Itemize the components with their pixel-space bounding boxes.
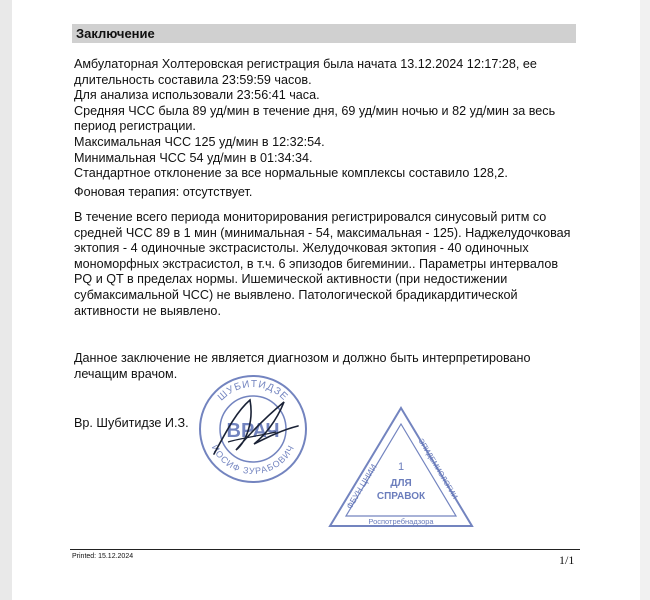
stamp-center-text: ВРАЧ	[226, 420, 280, 442]
findings-line: средней ЧСС 89 в 1 мин (минимальная - 54, максимальная - 125). Наджелудочковая	[74, 225, 571, 240]
summary-line: Амбулаторная Холтеровская регистрация была начата 13.12.2024 12:17:28, ее	[74, 57, 537, 71]
background-therapy-block	[74, 185, 594, 201]
summary-line: Средняя ЧСС была 89 уд/мин в течение дня, 69 уд/мин ночью и 82 уд/мин за весь	[74, 103, 556, 118]
summary-line: Минимальная ЧСС 54 уд/мин в 01:34:34.	[74, 150, 313, 165]
doctor-name: Вр. Шубитидзе И.З.	[74, 416, 189, 430]
findings-line: субмаксимальной ЧСС) не выявлено. Патологической брадикардитической	[74, 287, 518, 302]
stamp-number: 1	[397, 461, 405, 473]
section-header-conclusion: Заключение	[72, 24, 576, 43]
findings-line: эктопия - 4 одиночные экстрасистолы. Желудочковая эктопия - 40 одиночных	[74, 241, 529, 256]
stamp-left-side: ФБУН ЦНИИ	[344, 462, 379, 511]
disclaimer-line: лечащим врачом.	[74, 366, 178, 381]
handwritten-signature	[206, 392, 306, 462]
page-number: 1/1	[559, 553, 575, 567]
institution-triangle-stamp	[326, 402, 476, 532]
stamp-bottom: Роспотребнадзора	[368, 517, 434, 526]
stamp-right-side: ЭПИДЕМИОЛОГИИ	[416, 436, 460, 501]
summary-line: период регистрации.	[74, 119, 196, 134]
page-edge-left	[0, 0, 12, 600]
footer-divider	[70, 549, 580, 550]
stamp-center-line2: СПРАВОК	[376, 491, 426, 502]
summary-block	[74, 57, 594, 182]
disclaimer-line: Данное заключение не является диагнозом и должно быть интерпретировано	[74, 351, 531, 365]
findings-line: PQ и QT в пределах нормы. Ишемической активности (при недостижении	[74, 272, 508, 287]
page-edge-right	[640, 0, 650, 600]
printed-date: Printed: 15.12.2024	[72, 553, 134, 560]
findings-line: активности не выявлено.	[74, 303, 221, 318]
stamp-center-line1: ДЛЯ	[390, 478, 412, 489]
summary-line: Стандартное отклонение за все нормальные комплексы составило 128,2.	[74, 166, 508, 181]
summary-line: Максимальная ЧСС 125 уд/мин в 12:32:54.	[74, 134, 325, 149]
disclaimer-block	[74, 351, 594, 382]
background-therapy: Фоновая терапия: отсутствует.	[74, 185, 253, 199]
stamp-ring-bottom: ИОСИФ ЗУРАБОВИЧ	[209, 443, 297, 477]
summary-line: длительность составила 23:59:59 часов.	[74, 72, 312, 87]
findings-line: В течение всего периода мониторирования регистрировался синусовый ритм со	[74, 210, 547, 224]
summary-line: Для анализа использовали 23:56:41 часа.	[74, 88, 320, 103]
stamp-ring-top: ШУБИТИДЗЕ	[216, 378, 291, 404]
findings-block	[74, 210, 594, 319]
findings-line: мономорфных экстрасистол, в т.ч. 6 эпизодов бигеминии.. Параметры интервалов	[74, 256, 559, 271]
